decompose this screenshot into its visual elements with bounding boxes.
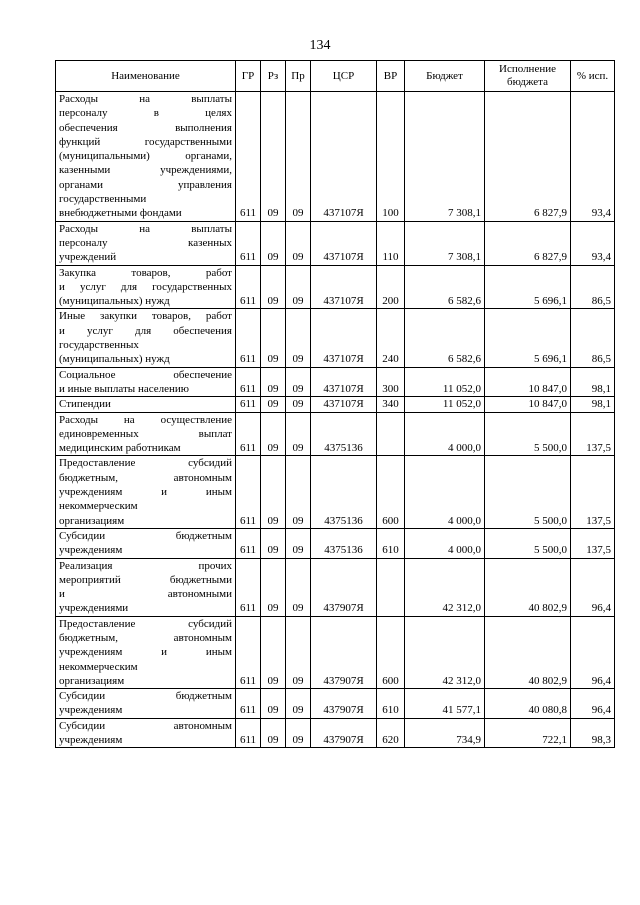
row-execution-cell: 10 847,0 — [485, 397, 571, 412]
row-vr-cell: 610 — [377, 528, 405, 558]
row-name-line: учреждениям и иным — [59, 486, 232, 499]
row-rz-cell: 09 — [261, 309, 286, 367]
table-row — [56, 412, 615, 456]
row-vr-cell: 340 — [377, 397, 405, 412]
row-gr-cell: 611 — [236, 412, 261, 456]
table-body — [56, 92, 615, 748]
row-budget-cell: 4 000,0 — [405, 456, 485, 528]
table-row — [56, 221, 615, 265]
table-row — [56, 309, 615, 367]
row-pr-cell: 09 — [286, 558, 311, 616]
row-name-line: персоналу казенных — [59, 236, 232, 249]
row-budget-cell: 42 312,0 — [405, 558, 485, 616]
row-rz-cell: 09 — [261, 528, 286, 558]
row-name-cell — [56, 92, 236, 222]
row-pr-cell: 09 — [286, 456, 311, 528]
row-name-cell — [56, 558, 236, 616]
row-name-line: обеспечения выполнения — [59, 121, 232, 134]
row-name-line: Расходы на выплаты — [59, 93, 232, 105]
row-budget-cell: 4 000,0 — [405, 412, 485, 456]
row-rz-cell: 09 — [261, 558, 286, 616]
row-name-line: Субсидии бюджетным — [59, 690, 232, 703]
table-row — [56, 616, 615, 688]
row-csr-cell: 437107Я — [311, 92, 377, 222]
row-vr-cell: 300 — [377, 367, 405, 397]
row-name-cell — [56, 456, 236, 528]
row-name-line: некоммерческим — [59, 660, 138, 673]
row-name-line: Предоставление субсидий — [59, 457, 232, 470]
row-budget-cell: 42 312,0 — [405, 616, 485, 688]
row-name-cell — [56, 689, 236, 719]
row-percent-cell: 96,4 — [571, 616, 615, 688]
col-header-csr: ЦСР — [311, 61, 377, 92]
row-pr-cell: 09 — [286, 616, 311, 688]
table-row — [56, 528, 615, 558]
row-execution-cell: 722,1 — [485, 718, 571, 748]
row-rz-cell: 09 — [261, 689, 286, 719]
row-budget-cell: 11 052,0 — [405, 397, 485, 412]
row-name-line: учреждениям — [59, 734, 123, 747]
row-name-line: государственных — [59, 339, 139, 352]
row-budget-cell: 734,9 — [405, 718, 485, 748]
row-gr-cell: 611 — [236, 528, 261, 558]
row-name-line: Реализация прочих — [59, 559, 232, 572]
row-csr-cell: 437107Я — [311, 309, 377, 367]
row-percent-cell: 96,4 — [571, 558, 615, 616]
row-name-line: казенными учреждениями, — [59, 164, 232, 177]
row-name-line: организациям — [59, 674, 125, 687]
row-execution-cell: 6 827,9 — [485, 221, 571, 265]
row-name-line: Предоставление субсидий — [59, 617, 232, 630]
row-name-cell — [56, 309, 236, 367]
row-csr-cell: 4375136 — [311, 412, 377, 456]
row-name-line: учреждениям — [59, 704, 123, 717]
row-vr-cell: 200 — [377, 265, 405, 309]
row-budget-cell: 6 582,6 — [405, 309, 485, 367]
row-pr-cell: 09 — [286, 265, 311, 309]
row-percent-cell: 98,1 — [571, 397, 615, 412]
row-rz-cell: 09 — [261, 412, 286, 456]
row-name-line: Иные закупки товаров, работ — [59, 310, 232, 323]
row-gr-cell: 611 — [236, 309, 261, 367]
row-execution-cell: 40 802,9 — [485, 616, 571, 688]
row-gr-cell: 611 — [236, 92, 261, 222]
page-number: 134 — [309, 38, 331, 53]
row-execution-cell: 5 696,1 — [485, 265, 571, 309]
row-execution-cell: 5 500,0 — [485, 412, 571, 456]
row-name-line: Субсидии автономным — [59, 719, 232, 732]
col-header-rz: Рз — [261, 61, 286, 92]
row-pr-cell: 09 — [286, 221, 311, 265]
row-name-line: персоналу в целях — [59, 107, 232, 120]
row-name-line: внебюджетными фондами — [59, 207, 182, 220]
row-gr-cell: 611 — [236, 456, 261, 528]
row-name-line: некоммерческим — [59, 500, 138, 513]
row-vr-cell: 610 — [377, 689, 405, 719]
row-percent-cell: 93,4 — [571, 221, 615, 265]
row-execution-cell: 40 080,8 — [485, 689, 571, 719]
row-vr-cell: 600 — [377, 616, 405, 688]
row-name-cell — [56, 265, 236, 309]
row-name-cell — [56, 367, 236, 397]
row-csr-cell: 437907Я — [311, 616, 377, 688]
row-budget-cell: 7 308,1 — [405, 92, 485, 222]
row-execution-cell: 10 847,0 — [485, 367, 571, 397]
row-csr-cell: 4375136 — [311, 528, 377, 558]
row-name-line: бюджетным, автономным — [59, 471, 232, 484]
row-vr-cell — [377, 558, 405, 616]
row-name-line: и услуг для государственных — [59, 280, 232, 293]
table-header-row — [56, 61, 615, 92]
row-execution-cell: 6 827,9 — [485, 92, 571, 222]
row-name-line: учреждениям и иным — [59, 646, 232, 659]
table-row — [56, 397, 615, 412]
row-gr-cell: 611 — [236, 367, 261, 397]
row-budget-cell: 4 000,0 — [405, 528, 485, 558]
row-pr-cell: 09 — [286, 309, 311, 367]
row-csr-cell: 437107Я — [311, 367, 377, 397]
row-name-line: учреждениями — [59, 602, 129, 615]
table-row — [56, 92, 615, 222]
row-name-line: Субсидии бюджетным — [59, 529, 232, 542]
col-header-name: Наименование — [56, 61, 236, 92]
row-execution-cell: 5 500,0 — [485, 456, 571, 528]
row-name-line: Расходы на выплаты — [59, 222, 232, 235]
row-gr-cell: 611 — [236, 397, 261, 412]
row-pr-cell: 09 — [286, 397, 311, 412]
row-name-line: Расходы на осуществление — [59, 413, 232, 426]
table-row — [56, 265, 615, 309]
row-execution-cell: 5 696,1 — [485, 309, 571, 367]
row-csr-cell: 4375136 — [311, 456, 377, 528]
row-name-cell — [56, 397, 236, 412]
table-row — [56, 558, 615, 616]
row-pr-cell: 09 — [286, 718, 311, 748]
row-name-line: и иные выплаты населению — [59, 382, 189, 395]
row-gr-cell: 611 — [236, 265, 261, 309]
row-vr-cell: 600 — [377, 456, 405, 528]
row-rz-cell: 09 — [261, 92, 286, 222]
row-name-line: Стипендии — [59, 398, 111, 411]
col-header-gr: ГР — [236, 61, 261, 92]
row-csr-cell: 437107Я — [311, 221, 377, 265]
row-name-line: единовременных выплат — [59, 427, 232, 440]
row-percent-cell: 86,5 — [571, 309, 615, 367]
row-name-cell — [56, 616, 236, 688]
col-header-execution: Исполнение бюджета — [485, 61, 571, 92]
row-rz-cell: 09 — [261, 456, 286, 528]
row-vr-cell: 110 — [377, 221, 405, 265]
row-name-cell — [56, 221, 236, 265]
col-header-budget: Бюджет — [405, 61, 485, 92]
row-execution-cell: 5 500,0 — [485, 528, 571, 558]
table-row — [56, 456, 615, 528]
row-csr-cell: 437107Я — [311, 265, 377, 309]
row-name-line: (муниципальных) нужд — [59, 295, 170, 308]
table-row — [56, 718, 615, 748]
row-percent-cell: 96,4 — [571, 689, 615, 719]
row-name-cell — [56, 718, 236, 748]
row-name-line: медицинским работникам — [59, 442, 181, 455]
row-name-line: учреждений — [59, 251, 117, 264]
row-name-line: Закупка товаров, работ — [59, 266, 232, 279]
row-csr-cell: 437107Я — [311, 397, 377, 412]
row-pr-cell: 09 — [286, 367, 311, 397]
row-name-line: и автономными — [59, 588, 232, 601]
row-csr-cell: 437907Я — [311, 689, 377, 719]
row-budget-cell: 7 308,1 — [405, 221, 485, 265]
row-percent-cell: 93,4 — [571, 92, 615, 222]
row-name-line: (муниципальными) органами, — [59, 150, 232, 163]
col-header-pr: Пр — [286, 61, 311, 92]
row-percent-cell: 137,5 — [571, 412, 615, 456]
row-name-line: государственными — [59, 193, 147, 206]
row-name-line: бюджетным, автономным — [59, 631, 232, 644]
row-rz-cell: 09 — [261, 718, 286, 748]
row-rz-cell: 09 — [261, 265, 286, 309]
row-budget-cell: 11 052,0 — [405, 367, 485, 397]
budget-table — [55, 60, 615, 748]
row-vr-cell: 100 — [377, 92, 405, 222]
row-budget-cell: 41 577,1 — [405, 689, 485, 719]
row-pr-cell: 09 — [286, 528, 311, 558]
row-gr-cell: 611 — [236, 616, 261, 688]
row-percent-cell: 98,3 — [571, 718, 615, 748]
row-name-line: и услуг для обеспечения — [59, 324, 232, 337]
row-rz-cell: 09 — [261, 397, 286, 412]
row-pr-cell: 09 — [286, 412, 311, 456]
row-name-line: Социальное обеспечение — [59, 368, 232, 381]
row-vr-cell: 620 — [377, 718, 405, 748]
row-percent-cell: 86,5 — [571, 265, 615, 309]
row-percent-cell: 137,5 — [571, 456, 615, 528]
row-csr-cell: 437907Я — [311, 718, 377, 748]
row-gr-cell: 611 — [236, 689, 261, 719]
col-header-vr: ВР — [377, 61, 405, 92]
table-row — [56, 689, 615, 719]
row-name-line: мероприятий бюджетными — [59, 573, 232, 586]
row-name-line: органами управления — [59, 178, 232, 191]
row-budget-cell: 6 582,6 — [405, 265, 485, 309]
row-name-line: учреждениям — [59, 544, 123, 557]
row-pr-cell: 09 — [286, 92, 311, 222]
row-rz-cell: 09 — [261, 367, 286, 397]
col-header-percent: % исп. — [571, 61, 615, 92]
row-gr-cell: 611 — [236, 558, 261, 616]
row-execution-cell: 40 802,9 — [485, 558, 571, 616]
row-rz-cell: 09 — [261, 616, 286, 688]
row-percent-cell: 98,1 — [571, 367, 615, 397]
row-gr-cell: 611 — [236, 718, 261, 748]
table-row — [56, 367, 615, 397]
row-pr-cell: 09 — [286, 689, 311, 719]
row-vr-cell: 240 — [377, 309, 405, 367]
row-name-line: (муниципальных) нужд — [59, 353, 170, 366]
row-name-line: функций государственными — [59, 135, 232, 148]
row-name-line: организациям — [59, 514, 125, 527]
row-percent-cell: 137,5 — [571, 528, 615, 558]
row-csr-cell: 437907Я — [311, 558, 377, 616]
row-gr-cell: 611 — [236, 221, 261, 265]
row-name-cell — [56, 528, 236, 558]
row-rz-cell: 09 — [261, 221, 286, 265]
row-name-cell — [56, 412, 236, 456]
row-vr-cell — [377, 412, 405, 456]
